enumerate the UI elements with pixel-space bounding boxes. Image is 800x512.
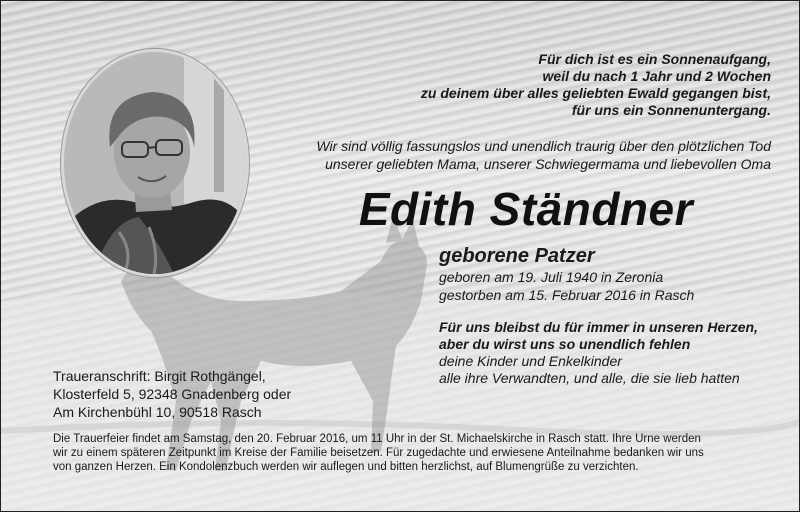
signatories-line: deine Kinder und Enkelkinder bbox=[439, 353, 622, 369]
verse-line: weil du nach 1 Jahr und 2 Wochen bbox=[542, 68, 771, 84]
intro-line: Wir sind völlig fassungslos und unendlich traurig über den plötzlichen Tod bbox=[316, 138, 771, 154]
address-line: Traueranschrift: Birgit Rothgängel, bbox=[53, 368, 266, 384]
deceased-name: Edith Ständner bbox=[358, 183, 693, 235]
footer-line: wir zu einem späteren Zeitpunkt im Kreise der Familie beisetzen. Für zugedachte und erwiesene Anteilnahme bedanken wir uns bbox=[53, 447, 704, 459]
farewell-line: Für uns bleibst du für immer in unseren Herzen, bbox=[439, 319, 758, 335]
footer-line: Die Trauerfeier findet am Samstag, den 20. Februar 2016, um 11 Uhr in der St. Michaelskirche in Rasch statt. Ihre Urne werden bbox=[53, 433, 701, 445]
verse-line: für uns ein Sonnenuntergang. bbox=[571, 102, 771, 118]
funeral-details bbox=[53, 432, 773, 474]
address-line: Am Kirchenbühl 10, 90518 Rasch bbox=[53, 404, 262, 420]
footer-line: von ganzen Herzen. Ein Kondolenzbuch werden wir auflegen und bitten herzlichst, auf Blumengrüße zu verzichten. bbox=[53, 461, 639, 473]
verse bbox=[301, 51, 771, 119]
verse-line: Für dich ist es ein Sonnenaufgang, bbox=[538, 51, 771, 67]
life-dates bbox=[439, 268, 694, 304]
birth-name: geborene Patzer bbox=[439, 245, 595, 267]
farewell-text bbox=[439, 319, 758, 387]
signatories-line: alle ihre Verwandten, und alle, die sie lieb hatten bbox=[439, 370, 740, 386]
farewell-line: aber du wirst uns so unendlich fehlen bbox=[439, 336, 691, 352]
address-line: Klosterfeld 5, 92348 Gnadenberg oder bbox=[53, 386, 292, 402]
mourning-address bbox=[53, 367, 291, 421]
verse-line: zu deinem über alles geliebten Ewald gegangen bist, bbox=[420, 85, 771, 101]
intro-text bbox=[211, 137, 771, 173]
death-date: gestorben am 15. Februar 2016 in Rasch bbox=[439, 287, 695, 303]
intro-line: unserer geliebten Mama, unserer Schwiegermama und liebevollen Oma bbox=[325, 156, 771, 172]
birth-date: geboren am 19. Juli 1940 in Zeronia bbox=[439, 269, 664, 285]
